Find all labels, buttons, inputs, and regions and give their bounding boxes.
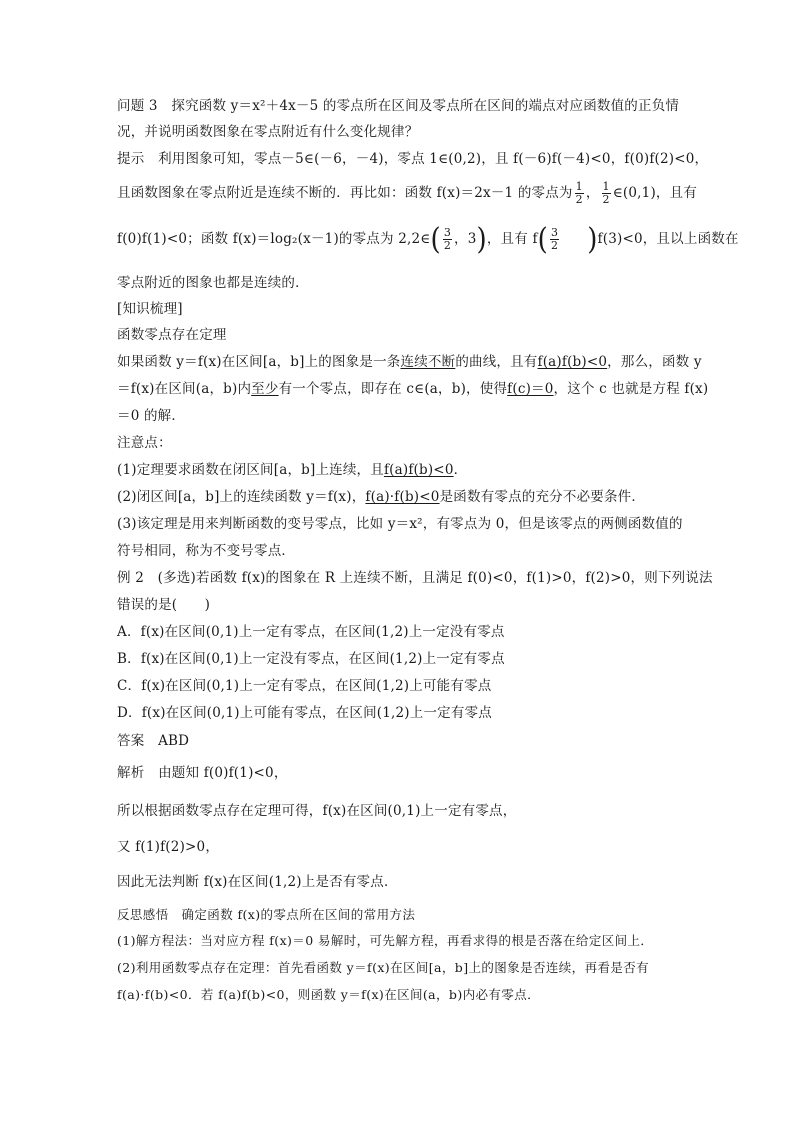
hint-line3-text-a: f(0)f(1)<0；函数 f(x)＝log₂(x－1)的零点为 2,2∈ [117, 231, 431, 247]
reflection-title: 反思感悟 确定函数 f(x)的零点所在区间的常用方法 [117, 907, 416, 922]
underline-atleast: 至少 [251, 381, 279, 397]
answer: 答案 ABD [117, 733, 190, 749]
underline-fc: f(c)＝0 [507, 381, 554, 397]
analysis-line1: 解析 由题知 f(0)f(1)<0， [117, 765, 288, 781]
knowledge-heading: [知识梳理] [117, 301, 183, 317]
hint-line4: 零点附近的图象也都是连续的． [117, 275, 309, 291]
theorem-line3: ＝0 的解． [117, 408, 186, 424]
hint-line2 [117, 180, 697, 206]
hint-line3-text-b: ，3 [454, 231, 477, 247]
option-a: A．f(x)在区间(0,1)上一定有零点，在区间(1,2)上一定没有零点 [117, 624, 505, 640]
hint-line1: 提示 利用图象可知，零点－5∈(－6，－4)，零点 1∈(0,2)，且 f(－6)f(－4)<0，f(0)f(2)<0， [117, 151, 709, 167]
hint-line3: f(0)f(1)<0；函数 f(x)＝log₂(x－1)的零点为 2,2∈( $\frac{3}{2}$ ，3)，且有 f( $\frac{3}{2}$ )f(3)<0，且以上函数在 [117, 222, 739, 257]
hint-line2-text-c: ∈(0,1)，且有 [612, 185, 698, 201]
fraction-one-half: $\frac{1}{2}$ [575, 180, 583, 206]
note-2: (2)闭区间[a，b]上的连续函数 y＝f(x)，f(a)·f(b)<0是函数有零点的充分不必要条件． [117, 489, 646, 505]
fraction-three-halves-2: $\frac{3}{2}$ [551, 226, 559, 252]
option-c: C．f(x)在区间(0,1)上一定有零点，在区间(1,2)上可能有零点 [117, 678, 492, 694]
notes-title: 注意点： [117, 435, 172, 451]
underline-continuous: 连续不断 [400, 354, 456, 370]
reflection-point1: (1)解方程法：当对应方程 f(x)＝0 易解时，可先解方程，再看求得的根是否落在给定区间上． [117, 933, 654, 948]
analysis-line4: 因此无法判断 f(x)在区间(1,2)上是否有零点． [117, 874, 398, 890]
fraction-one-half-2: $\frac{1}{2}$ [602, 180, 610, 206]
note-1: (1)定理要求函数在闭区间[a，b]上连续，且f(a)f(b)<0． [117, 462, 468, 478]
hint-line2-text-a: 且函数图象在零点附近是连续不断的．再比如：函数 f(x)＝2x－1 的零点为 [117, 185, 573, 201]
fraction-three-halves: $\frac{3}{2}$ [443, 226, 452, 252]
theorem-line2: ＝f(x)在区间(a，b)内至少有一个零点，即存在 c∈(a，b)，使得f(c)＝0，这个 c 也就是方程 f(x) [117, 381, 709, 397]
analysis-line2: 所以根据函数零点存在定理可得，f(x)在区间(0,1)上一定有零点， [117, 803, 517, 819]
option-b: B．f(x)在区间(0,1)上一定没有零点，在区间(1,2)上一定有零点 [117, 651, 505, 667]
problem3-line1: 问题 3 探究函数 y＝x²＋4x－5 的零点所在区间及零点所在区间的端点对应函数值的正负情 [117, 98, 680, 114]
note-3-line1: (3)该定理是用来判断函数的变号零点，比如 y＝x²，有零点为 0，但是该零点的两侧函数值的 [117, 516, 683, 532]
hint-line3-text-d: f(3)<0，且以上函数在 [597, 231, 739, 247]
note-3-line2: 符号相同，称为不变号零点． [117, 543, 296, 559]
hint-line2-text-b: ， [585, 185, 600, 201]
theorem-line1: 如果函数 y＝f(x)在区间[a，b]上的图象是一条连续不断的曲线，且有f(a)f(b)<0，那么，函数 y [117, 354, 702, 370]
reflection-point2: (2)利用函数零点存在定理：首先看函数 y＝f(x)在区间[a，b]上的图象是否连续，再看是否有 [117, 960, 650, 975]
problem3-line2: 况，并说明函数图象在零点附近有什么变化规律？ [117, 124, 419, 140]
analysis-line3: 又 f(1)f(2)>0， [117, 839, 220, 855]
reflection-point3: f(a)·f(b)<0．若 f(a)f(b)<0，则函数 y＝f(x)在区间(a，b)内必有零点． [117, 987, 541, 1002]
example2-question-line2: 错误的是( ) [117, 597, 211, 613]
knowledge-title: 函数零点存在定理 [117, 327, 227, 343]
underline-fafb: f(a)f(b)<0 [537, 354, 608, 370]
example2-question-line1: 例 2 (多选)若函数 f(x)的图象在 R 上连续不断，且满足 f(0)<0，f(1)>0，f(2)>0，则下列说法 [117, 570, 713, 586]
option-d: D．f(x)在区间(0,1)上可能有零点，在区间(1,2)上一定有零点 [117, 705, 492, 721]
hint-line3-text-c: ，且有 f [486, 231, 538, 247]
